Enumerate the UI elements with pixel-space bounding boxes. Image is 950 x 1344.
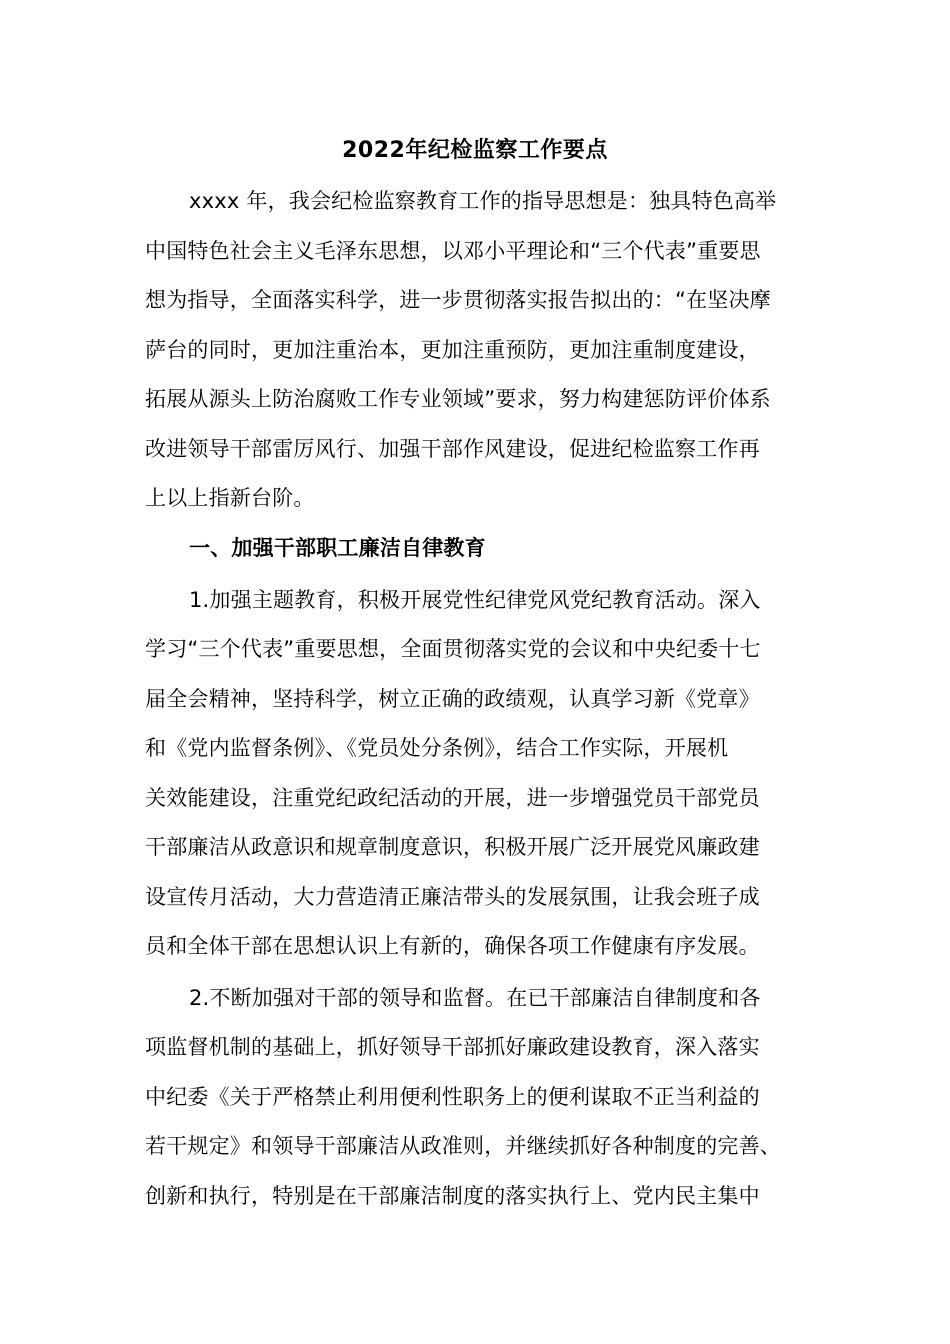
- paragraph-line: 改进领导干部雷厉风行、加强干部作风建设，促进纪检监察工作再: [145, 437, 760, 461]
- paragraph-line: 中纪委《关于严格禁止利用便利性职务上的便利谋取不正当利益的: [145, 1085, 760, 1109]
- paragraph-line: 拓展从源头上防治腐败工作专业领域”要求，努力构建惩防评价体系: [145, 387, 771, 411]
- paragraph-line: 和《党内监督条例》、《党员处分条例》，结合工作实际，开展机: [145, 736, 729, 760]
- paragraph-line: 设宣传月活动，大力营造清正廉洁带头的发展氛围，让我会班子成: [145, 885, 760, 909]
- paragraph-line: 项监督机制的基础上，抓好领导干部抓好廉政建设教育，深入落实: [145, 1035, 760, 1059]
- paragraph-line: 上以上指新台阶。: [145, 486, 315, 510]
- paragraph-line: 员和全体干部在思想认识上有新的，确保各项工作健康有序发展。: [145, 934, 760, 958]
- paragraph-line: 中国特色社会主义毛泽东思想，以邓小平理论和“三个代表”重要思: [145, 239, 761, 263]
- paragraph-line: xxxx 年，我会纪检监察教育工作的指导思想是：独具特色高举: [189, 189, 777, 213]
- document-title: 2022年纪检监察工作要点: [342, 138, 608, 163]
- paragraph-line: 1.加强主题教育，积极开展党性纪律党风党纪教育活动。深入: [189, 588, 761, 612]
- paragraph-line: 若干规定》和领导干部廉洁从政准则，并继续抓好各种制度的完善、: [145, 1134, 781, 1158]
- paragraph-line: 干部廉洁从政意识和规章制度意识，积极开展广泛开展党风廉政建: [145, 835, 760, 859]
- paragraph-line: 2.不断加强对干部的领导和监督。在已干部廉洁自律制度和各: [189, 986, 761, 1010]
- paragraph-line: 萨台的同时，更加注重治本，更加注重预防，更加注重制度建设，: [145, 338, 760, 362]
- section-heading: 一、加强干部职工廉洁自律教育: [189, 536, 486, 560]
- paragraph-line: 届全会精神，坚持科学，树立正确的政绩观，认真学习新《党章》: [145, 687, 760, 711]
- paragraph-line: 创新和执行，特别是在干部廉洁制度的落实执行上、党内民主集中: [145, 1184, 760, 1208]
- paragraph-line: 关效能建设，注重党纪政纪活动的开展，进一步增强党员干部党员: [145, 786, 760, 810]
- paragraph-line: 学习“三个代表”重要思想，全面贯彻落实党的会议和中央纪委十七: [145, 637, 761, 661]
- paragraph-line: 想为指导，全面落实科学，进一步贯彻落实报告拟出的：“在坚决摩: [145, 288, 771, 312]
